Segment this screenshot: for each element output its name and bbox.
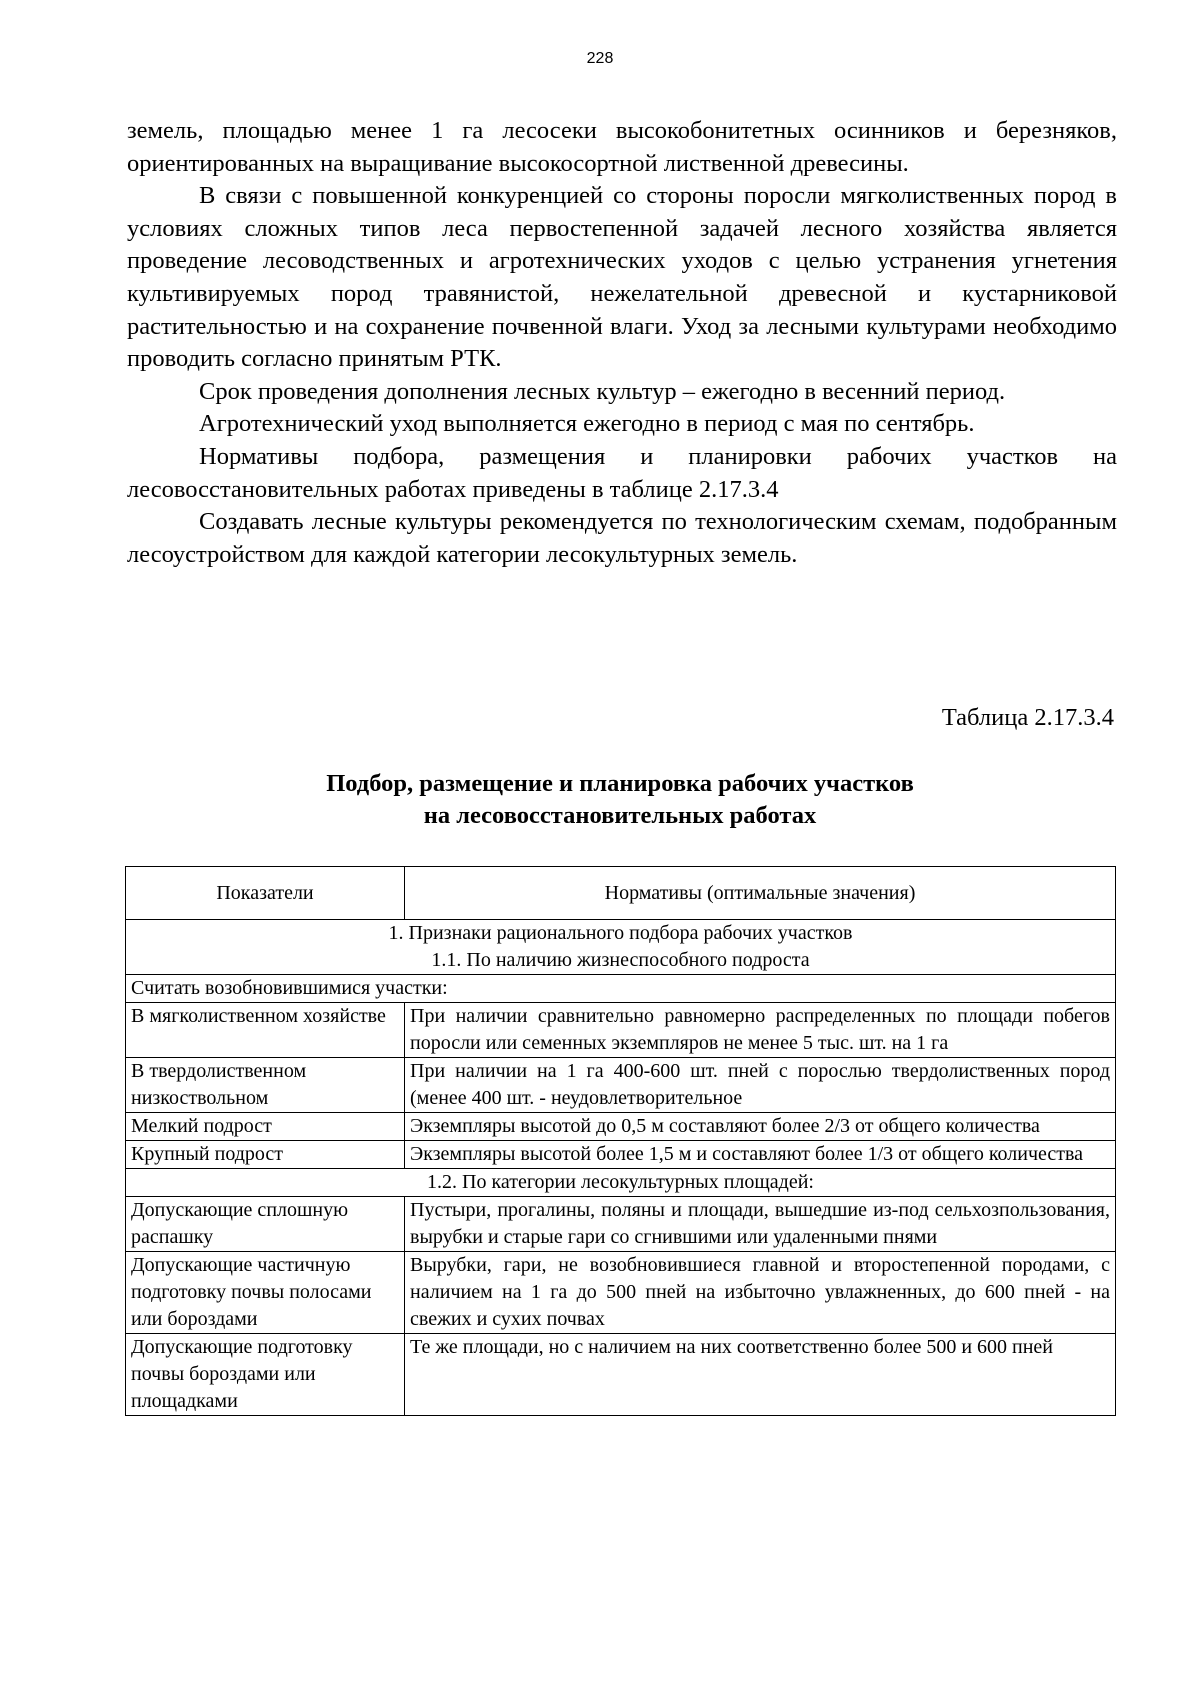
- norm-cell: Те же площади, но с наличием на них соответственно более 500 и 600 пней: [405, 1334, 1116, 1416]
- norm-cell: Пустыри, прогалины, поляны и площади, вышедшие из-под сельхозпользования, вырубки и старые гари со сгнившими или удаленными пнями: [405, 1197, 1116, 1252]
- table-row: [126, 1003, 1116, 1058]
- indicator-cell: В твердолиственном низкоствольном: [126, 1058, 405, 1113]
- norm-cell: Экземпляры высотой до 0,5 м составляют более 2/3 от общего количества: [405, 1113, 1116, 1141]
- norms-table: [125, 866, 1116, 1416]
- paragraph-2: В связи с повышенной конкуренцией со стороны поросли мягколиственных пород в условиях сложных типов леса первостепенной задачей лесного хозяйства является проведение лесоводственных и агротехнических уходов с целью устранения угнетения культивируемых пород травянистой, нежелательной древесной и кустарниковой растительностью и на сохранение почвенной влаги. Уход за лесными культурами необходимо проводить согласно принятым РТК.: [127, 182, 1117, 373]
- section-1-title: 1. Признаки рационального подбора рабочих участков: [388, 922, 853, 944]
- paragraph-3: Срок проведения дополнения лесных культур – ежегодно в весенний период.: [199, 377, 1006, 405]
- section-1-2-title: 1.2. По категории лесокультурных площадей:: [126, 1169, 1116, 1197]
- table-row: [126, 1141, 1116, 1169]
- table-title: [0, 768, 1200, 832]
- table-row: [126, 1113, 1116, 1141]
- norm-cell: Экземпляры высотой более 1,5 м и составляют более 1/3 от общего количества: [405, 1141, 1116, 1169]
- header-norms: Нормативы (оптимальные значения): [405, 867, 1116, 920]
- section-cell: [126, 920, 1116, 975]
- indicator-cell: Крупный подрост: [126, 1141, 405, 1169]
- indicator-cell: Мелкий подрост: [126, 1113, 405, 1141]
- table-row: [126, 1252, 1116, 1334]
- norm-cell: При наличии сравнительно равномерно распределенных по площади побегов поросли или семенных экземпляров не менее 5 тыс. шт. на 1 га: [405, 1003, 1116, 1058]
- indicator-cell: Допускающие сплошную распашку: [126, 1197, 405, 1252]
- body-text: [127, 115, 1117, 571]
- norm-cell: Вырубки, гари, не возобновившиеся главной и второстепенной породами, с наличием на 1 га до 500 пней на избыточно увлажненных, до 600 пней - на свежих и сухих почвах: [405, 1252, 1116, 1334]
- indicator-cell: Допускающие подготовку почвы бороздами или площадками: [126, 1334, 405, 1416]
- paragraph-5: Нормативы подбора, размещения и планировки рабочих участков на лесовосстановительных работах приведены в таблице 2.17.3.4: [127, 442, 1117, 503]
- section-1-1-title: 1.1. По наличию жизнеспособного подроста: [431, 949, 810, 971]
- table-row: [126, 1058, 1116, 1113]
- table-row: [126, 1334, 1116, 1416]
- table-row: [126, 1197, 1116, 1252]
- page-number: 228: [586, 50, 614, 67]
- section-1-1-note: Считать возобновившимися участки:: [126, 975, 1116, 1003]
- section-row: [126, 1169, 1116, 1197]
- table-title-line-1: Подбор, размещение и планировка рабочих участков: [326, 770, 914, 797]
- note-row: [126, 975, 1116, 1003]
- paragraph-6: Создавать лесные культуры рекомендуется по технологическим схемам, подобранным лесоустройством для каждой категории лесокультурных земель.: [127, 508, 1117, 568]
- table-caption: Таблица 2.17.3.4: [941, 704, 1114, 731]
- table-header-row: [126, 867, 1116, 920]
- indicator-cell: Допускающие частичную подготовку почвы полосами или бороздами: [126, 1252, 405, 1334]
- header-indicators: Показатели: [126, 867, 405, 920]
- paragraph-1: земель, площадью менее 1 га лесосеки высокобонитетных осинников и березняков, ориентированных на выращивание высокосортной лиственной древесины.: [127, 117, 1117, 177]
- norm-cell: При наличии на 1 га 400-600 шт. пней с порослью твердолиственных пород (менее 400 шт. - неудовлетворительное: [405, 1058, 1116, 1113]
- indicator-cell: В мягколиственном хозяйстве: [126, 1003, 405, 1058]
- paragraph-4: Агротехнический уход выполняется ежегодно в период с мая по сентябрь.: [199, 410, 975, 438]
- section-row: [126, 920, 1116, 975]
- table-title-line-2: на лесовосстановительных работах: [423, 802, 817, 829]
